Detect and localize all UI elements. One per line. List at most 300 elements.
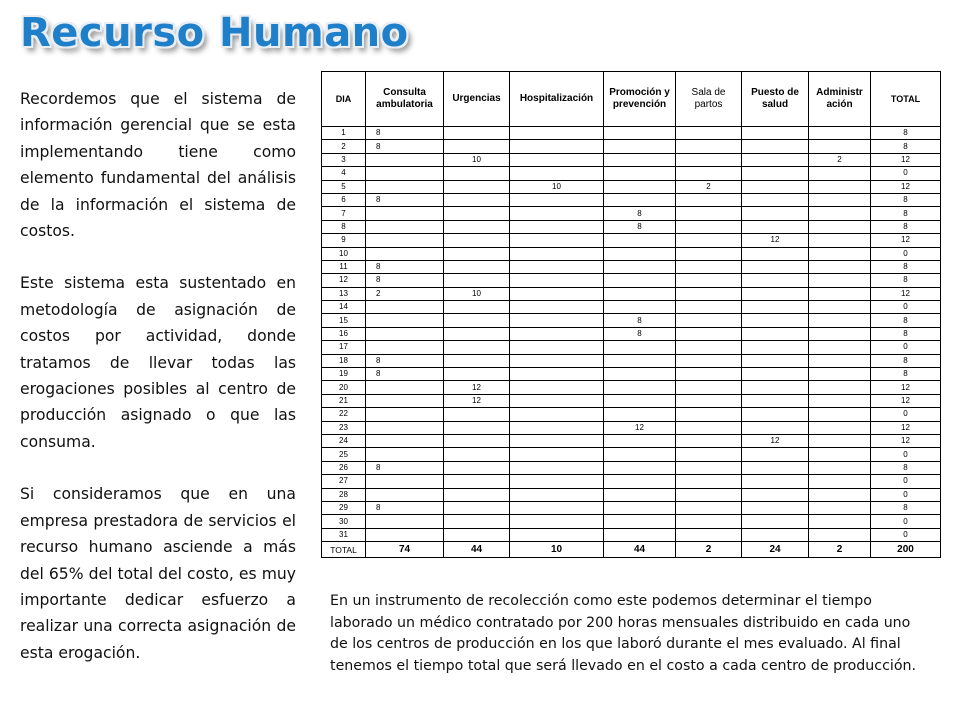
table-cell: 25 — [322, 448, 366, 461]
table-cell — [604, 301, 676, 314]
header-dia: DIA — [322, 72, 366, 127]
table-cell — [444, 301, 510, 314]
total-cell: TOTAL — [322, 542, 366, 558]
table-cell — [742, 127, 809, 140]
table-cell: 8 — [366, 461, 444, 474]
table-cell — [444, 448, 510, 461]
table-cell — [366, 180, 444, 193]
table-cell: 8 — [604, 327, 676, 340]
header-sala-partos: Sala de partos — [676, 72, 742, 127]
table-cell — [676, 448, 742, 461]
table-cell — [444, 408, 510, 421]
table-cell: 17 — [322, 341, 366, 354]
table-cell — [809, 381, 871, 394]
table-cell: 10 — [444, 287, 510, 300]
table-cell: 0 — [871, 301, 941, 314]
table-cell — [604, 167, 676, 180]
table-cell — [444, 461, 510, 474]
table-cell: 15 — [322, 314, 366, 327]
table-cell — [510, 193, 604, 206]
table-cell — [676, 461, 742, 474]
table-cell — [809, 408, 871, 421]
table-cell — [809, 167, 871, 180]
table-cell — [742, 220, 809, 233]
table-cell — [366, 408, 444, 421]
table-cell: 7 — [322, 207, 366, 220]
table-cell — [676, 488, 742, 501]
table-cell: 12 — [444, 394, 510, 407]
table-cell — [604, 475, 676, 488]
header-total: TOTAL — [871, 72, 941, 127]
table-cell — [604, 394, 676, 407]
table-cell — [444, 247, 510, 260]
table-row — [322, 167, 941, 180]
table-cell — [809, 448, 871, 461]
table-cell: 8 — [366, 501, 444, 514]
table-cell — [809, 368, 871, 381]
table-cell — [604, 193, 676, 206]
table-cell: 8 — [871, 140, 941, 153]
table-row — [322, 475, 941, 488]
table-cell — [604, 274, 676, 287]
table-cell: 2 — [676, 180, 742, 193]
table-cell: 12 — [322, 274, 366, 287]
table-cell — [510, 234, 604, 247]
table-cell: 22 — [322, 408, 366, 421]
table-cell: 8 — [366, 140, 444, 153]
table-cell — [444, 341, 510, 354]
table-cell: 8 — [322, 220, 366, 233]
table-cell: 14 — [322, 301, 366, 314]
table-cell: 8 — [871, 461, 941, 474]
table-cell — [604, 368, 676, 381]
table-cell — [742, 301, 809, 314]
total-cell: 74 — [366, 542, 444, 558]
table-cell: 23 — [322, 421, 366, 434]
table-cell — [809, 127, 871, 140]
table-cell — [510, 260, 604, 273]
table-cell: 8 — [871, 127, 941, 140]
table-cell — [604, 515, 676, 528]
table-row — [322, 140, 941, 153]
table-cell — [676, 140, 742, 153]
table-cell — [809, 515, 871, 528]
table-cell — [676, 301, 742, 314]
table-cell — [366, 434, 444, 447]
table-cell: 8 — [871, 274, 941, 287]
table-cell — [444, 368, 510, 381]
table-cell — [366, 301, 444, 314]
table-cell: 4 — [322, 167, 366, 180]
table-cell — [676, 394, 742, 407]
table-cell — [366, 381, 444, 394]
table-row — [322, 488, 941, 501]
table-row — [322, 327, 941, 340]
table-row — [322, 381, 941, 394]
table-cell: 8 — [871, 193, 941, 206]
table-cell — [510, 528, 604, 541]
table-cell — [366, 153, 444, 166]
table-cell: 0 — [871, 515, 941, 528]
table-row — [322, 394, 941, 407]
table-cell — [742, 368, 809, 381]
table-cell: 20 — [322, 381, 366, 394]
table-cell — [444, 434, 510, 447]
table-cell — [742, 193, 809, 206]
table-cell — [604, 260, 676, 273]
table-row — [322, 193, 941, 206]
table-cell: 0 — [871, 528, 941, 541]
table-cell — [676, 515, 742, 528]
table-cell — [604, 408, 676, 421]
table-cell — [809, 140, 871, 153]
table-cell — [604, 287, 676, 300]
table-cell — [510, 127, 604, 140]
table-cell — [676, 220, 742, 233]
table-cell — [366, 247, 444, 260]
table-cell — [742, 475, 809, 488]
table-row — [322, 434, 941, 447]
table-cell — [742, 167, 809, 180]
table-cell — [366, 220, 444, 233]
table-cell — [444, 488, 510, 501]
table-cell — [742, 528, 809, 541]
table-cell: 21 — [322, 394, 366, 407]
table-cell — [510, 368, 604, 381]
table-cell — [444, 234, 510, 247]
table-cell — [366, 234, 444, 247]
table-cell — [510, 274, 604, 287]
table-cell: 8 — [871, 314, 941, 327]
total-cell: 2 — [809, 542, 871, 558]
table-cell — [510, 220, 604, 233]
table-row — [322, 368, 941, 381]
table-cell: 9 — [322, 234, 366, 247]
table-cell — [366, 421, 444, 434]
table-cell — [676, 327, 742, 340]
table-cell — [604, 127, 676, 140]
table-cell — [444, 421, 510, 434]
table-total-row — [322, 542, 941, 558]
table-cell: 10 — [510, 180, 604, 193]
table-cell: 0 — [871, 408, 941, 421]
table-cell — [510, 301, 604, 314]
table-cell: 8 — [871, 327, 941, 340]
table-cell — [444, 140, 510, 153]
table-row — [322, 127, 941, 140]
header-promocion: Promoción y prevención — [604, 72, 676, 127]
table-cell: 27 — [322, 475, 366, 488]
table-cell — [809, 421, 871, 434]
table-cell — [676, 354, 742, 367]
table-row — [322, 180, 941, 193]
table-cell: 12 — [742, 234, 809, 247]
table-cell — [510, 448, 604, 461]
table-cell — [510, 207, 604, 220]
table-cell: 2 — [366, 287, 444, 300]
table-cell — [604, 381, 676, 394]
table-cell: 30 — [322, 515, 366, 528]
table-cell — [809, 247, 871, 260]
page-title: Recurso Humano — [20, 10, 409, 56]
table-row — [322, 234, 941, 247]
table-cell: 8 — [604, 220, 676, 233]
table-cell — [742, 327, 809, 340]
table-cell: 13 — [322, 287, 366, 300]
table-cell: 2 — [322, 140, 366, 153]
table-cell — [366, 394, 444, 407]
header-administracion: Administr ación — [809, 72, 871, 127]
table-cell: 8 — [366, 368, 444, 381]
table-cell — [742, 501, 809, 514]
table-cell — [604, 488, 676, 501]
table-cell: 12 — [604, 421, 676, 434]
table-cell: 8 — [366, 354, 444, 367]
table-cell — [809, 394, 871, 407]
table-cell: 12 — [871, 381, 941, 394]
table-cell — [366, 515, 444, 528]
total-cell: 44 — [444, 542, 510, 558]
table-cell: 0 — [871, 488, 941, 501]
table-cell — [604, 461, 676, 474]
table-cell — [742, 180, 809, 193]
table-cell: 0 — [871, 448, 941, 461]
table-cell: 8 — [871, 207, 941, 220]
table-row — [322, 528, 941, 541]
table-cell — [809, 220, 871, 233]
table-row — [322, 341, 941, 354]
table-cell — [742, 314, 809, 327]
table-cell — [444, 501, 510, 514]
table-cell — [444, 193, 510, 206]
header-hospitalizacion: Hospitalización — [510, 72, 604, 127]
total-cell: 24 — [742, 542, 809, 558]
table-cell: 26 — [322, 461, 366, 474]
table-row — [322, 274, 941, 287]
table-cell — [742, 448, 809, 461]
table-cell — [809, 234, 871, 247]
table-cell — [444, 220, 510, 233]
table-cell — [809, 207, 871, 220]
table-cell: 12 — [871, 421, 941, 434]
table-cell: 0 — [871, 247, 941, 260]
table-cell — [676, 408, 742, 421]
table-row — [322, 501, 941, 514]
table-cell — [510, 488, 604, 501]
table-cell — [444, 180, 510, 193]
table-cell: 12 — [871, 394, 941, 407]
table-cell — [676, 153, 742, 166]
table-cell — [742, 341, 809, 354]
table-cell — [444, 314, 510, 327]
table-cell: 19 — [322, 368, 366, 381]
table-cell — [742, 381, 809, 394]
table-cell: 8 — [604, 207, 676, 220]
table-cell — [676, 341, 742, 354]
table-cell — [809, 354, 871, 367]
table-cell — [366, 341, 444, 354]
table-cell — [510, 153, 604, 166]
table-cell — [809, 501, 871, 514]
table-row — [322, 448, 941, 461]
table-cell: 12 — [871, 434, 941, 447]
hours-table-container — [321, 71, 940, 558]
table-cell: 12 — [871, 287, 941, 300]
table-cell — [809, 327, 871, 340]
table-cell — [604, 354, 676, 367]
table-row — [322, 287, 941, 300]
header-consulta: Consulta ambulatoria — [366, 72, 444, 127]
table-cell — [366, 314, 444, 327]
table-cell — [510, 167, 604, 180]
table-cell — [510, 341, 604, 354]
table-cell — [604, 448, 676, 461]
table-cell — [510, 327, 604, 340]
table-cell: 11 — [322, 260, 366, 273]
total-cell: 2 — [676, 542, 742, 558]
table-cell — [676, 247, 742, 260]
table-row — [322, 461, 941, 474]
table-cell — [809, 180, 871, 193]
table-cell — [510, 515, 604, 528]
table-cell — [444, 354, 510, 367]
total-cell: 44 — [604, 542, 676, 558]
table-cell — [742, 488, 809, 501]
table-cell: 3 — [322, 153, 366, 166]
table-cell — [676, 501, 742, 514]
table-cell: 18 — [322, 354, 366, 367]
table-cell — [742, 394, 809, 407]
table-row — [322, 247, 941, 260]
table-cell — [809, 528, 871, 541]
table-cell: 8 — [366, 260, 444, 273]
table-cell — [809, 287, 871, 300]
total-cell: 200 — [871, 542, 941, 558]
table-cell — [366, 207, 444, 220]
paragraph: Este sistema esta sustentado en metodología de asignación de costos por actividad, donde tratamos de llevar todas las erogaciones posibles al centro de producción asignado o que las consuma. — [20, 274, 296, 451]
table-cell — [809, 274, 871, 287]
table-row — [322, 314, 941, 327]
table-cell — [742, 274, 809, 287]
table-cell — [742, 207, 809, 220]
table-cell — [510, 354, 604, 367]
table-row — [322, 301, 941, 314]
table-cell: 12 — [871, 180, 941, 193]
table-cell — [676, 234, 742, 247]
table-cell — [676, 475, 742, 488]
table-cell — [510, 421, 604, 434]
table-cell — [444, 475, 510, 488]
table-cell — [604, 528, 676, 541]
table-cell: 12 — [871, 234, 941, 247]
header-urgencias: Urgencias — [444, 72, 510, 127]
table-cell: 31 — [322, 528, 366, 541]
table-cell — [444, 528, 510, 541]
table-cell — [444, 167, 510, 180]
table-cell — [742, 408, 809, 421]
bottom-note: En un instrumento de recolección como este podemos determinar el tiempo laborado un médico contratado por 200 horas mensuales distribuido en cada uno de los centros de producción en los que laboró durante el mes evaluado. Al final tenemos el tiempo total que será llevado en el costo a cada centro de producción. — [330, 593, 916, 674]
table-cell — [604, 180, 676, 193]
table-cell — [809, 488, 871, 501]
table-cell — [604, 140, 676, 153]
table-cell — [510, 381, 604, 394]
table-cell — [366, 167, 444, 180]
table-cell: 10 — [444, 153, 510, 166]
table-cell — [742, 153, 809, 166]
table-cell: 8 — [366, 193, 444, 206]
table-cell — [676, 260, 742, 273]
table-cell — [742, 287, 809, 300]
table-cell — [604, 341, 676, 354]
table-row — [322, 421, 941, 434]
table-row — [322, 220, 941, 233]
table-cell — [742, 140, 809, 153]
table-body — [322, 127, 941, 558]
table-cell — [676, 368, 742, 381]
table-cell — [510, 475, 604, 488]
table-cell — [444, 515, 510, 528]
table-cell — [510, 287, 604, 300]
table-cell — [510, 434, 604, 447]
table-cell — [676, 314, 742, 327]
table-cell: 12 — [742, 434, 809, 447]
table-cell: 8 — [871, 501, 941, 514]
table-cell — [676, 528, 742, 541]
table-cell — [444, 274, 510, 287]
intro-text — [20, 86, 296, 692]
table-cell — [676, 193, 742, 206]
header-puesto-salud: Puesto de salud — [742, 72, 809, 127]
table-cell — [444, 327, 510, 340]
table-cell — [809, 475, 871, 488]
table-cell: 29 — [322, 501, 366, 514]
table-cell — [742, 354, 809, 367]
table-cell: 8 — [366, 274, 444, 287]
table-cell — [809, 461, 871, 474]
table-cell — [444, 127, 510, 140]
paragraph: Recordemos que el sistema de información gerencial que se esta implementando tiene como elemento fundamental del análisis de la información el sistema de costos. — [20, 90, 296, 241]
table-row — [322, 153, 941, 166]
table-cell: 8 — [871, 354, 941, 367]
table-cell: 1 — [322, 127, 366, 140]
table-row — [322, 260, 941, 273]
table-cell: 0 — [871, 475, 941, 488]
table-cell — [809, 301, 871, 314]
table-cell — [366, 448, 444, 461]
table-cell — [604, 234, 676, 247]
table-row — [322, 354, 941, 367]
table-cell — [809, 434, 871, 447]
table-cell — [510, 247, 604, 260]
table-cell — [510, 501, 604, 514]
table-cell — [676, 381, 742, 394]
hours-table — [321, 71, 941, 558]
table-cell: 28 — [322, 488, 366, 501]
table-cell — [742, 260, 809, 273]
table-row — [322, 207, 941, 220]
table-cell — [742, 247, 809, 260]
table-cell — [742, 515, 809, 528]
table-cell — [809, 193, 871, 206]
table-cell — [366, 528, 444, 541]
table-cell — [809, 341, 871, 354]
table-cell: 8 — [604, 314, 676, 327]
table-cell: 10 — [322, 247, 366, 260]
table-cell — [604, 434, 676, 447]
table-cell — [809, 314, 871, 327]
table-cell: 24 — [322, 434, 366, 447]
table-cell — [366, 488, 444, 501]
